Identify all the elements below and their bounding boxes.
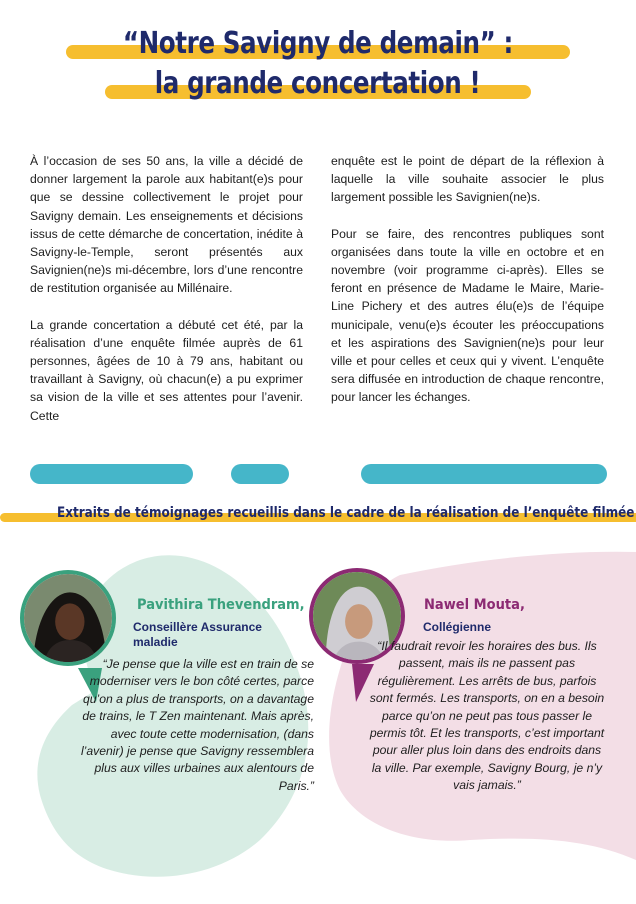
testimonial-role: Collégienne [423,620,492,634]
intro-column-left [30,152,303,443]
intro-paragraph: La grande concertation a débuté cet été, par la réalisation d’une enquête filmée auprès de 61 personnes, âgées de 10 à 79 ans, habitant ou travaillant à Savigny, où chacun(e) a pu exprimer sa vision de la ville et ses attentes pour l’avenir. Cette [30,317,303,423]
page-title [0,26,636,106]
divider-pill [231,464,289,484]
title-line-1: “Notre Savigny de demain” : [66,26,570,62]
section-heading: Extraits de témoignages recueillis dans le cadre de la réalisation de l’enquête filmée [0,503,636,523]
testimonial-role: Conseillère Assurance maladie [133,620,262,649]
portrait-woman-icon [24,574,112,662]
divider-pill [361,464,607,484]
avatar-pavithira [20,570,116,666]
divider-pill [30,464,193,484]
intro-column-right [331,152,604,425]
testimonial-quote: “Je pense que la ville est en train de se moderniser vers le bon côté certes, parce qu’on a plus de transports, on a davantage de trains, le T Zen maintenant. Mais après, avec toute cette modernisation, (dans l’avenir) je pense que Savigny ressemblera plus aux villes urbaines aux alentours de Paris.” [80,657,314,793]
intro-paragraph: À l’occasion de ses 50 ans, la ville a décidé de donner largement la parole aux habitant(e)s pour que se dessine collectivement le projet pour Savigny demain. Les enseignements et décisions issus de cette démarche de concertation, inédite à Savigny-le-Temple, seront présentés aux Savignien(ne)s mi-décembre, lors d’une rencontre de restitution organisée au Millénaire. [30,154,303,296]
intro-paragraph: enquête est le point de départ de la réflexion à laquelle la ville souhaite associer le plus largement possible les Savignien(ne)s. [331,154,604,205]
testimonial-name: Pavithira Thevendram, [137,597,305,613]
testimonial-quote: “Il faudrait revoir les horaires des bus. Ils passent, mais ils ne passent pas régulièrement. Les arrêts de bus, parfois sont fermés. Les transports, on en a besoin parce qu’on ne peut pas tous passer le permis tôt. Et les transports, c’est important pour aller plus loin dans des endroits dans la ville. Par exemple, Savigny Bourg, je n’y vais jamais.” [369,639,605,793]
title-line-2: la grande concertation ! [105,66,530,102]
testimonial-name: Nawel Mouta, [424,597,525,613]
intro-paragraph: Pour se faire, des rencontres publiques sont organisées dans toute la ville en octobre et en novembre (voir programme ci-après). Elles se feront en présence de Madame le Maire, Marie-Line Pichery et des autres élu(e)s de l’équipe municipale, venu(e)s écouter les préoccupations et les aspirations des Savignien(ne)s pour leur ville et pour celles et ceux qui y vivent. L’enquête sera diffusée en introduction de chaque rencontre, pour lancer les échanges. [331,226,604,405]
